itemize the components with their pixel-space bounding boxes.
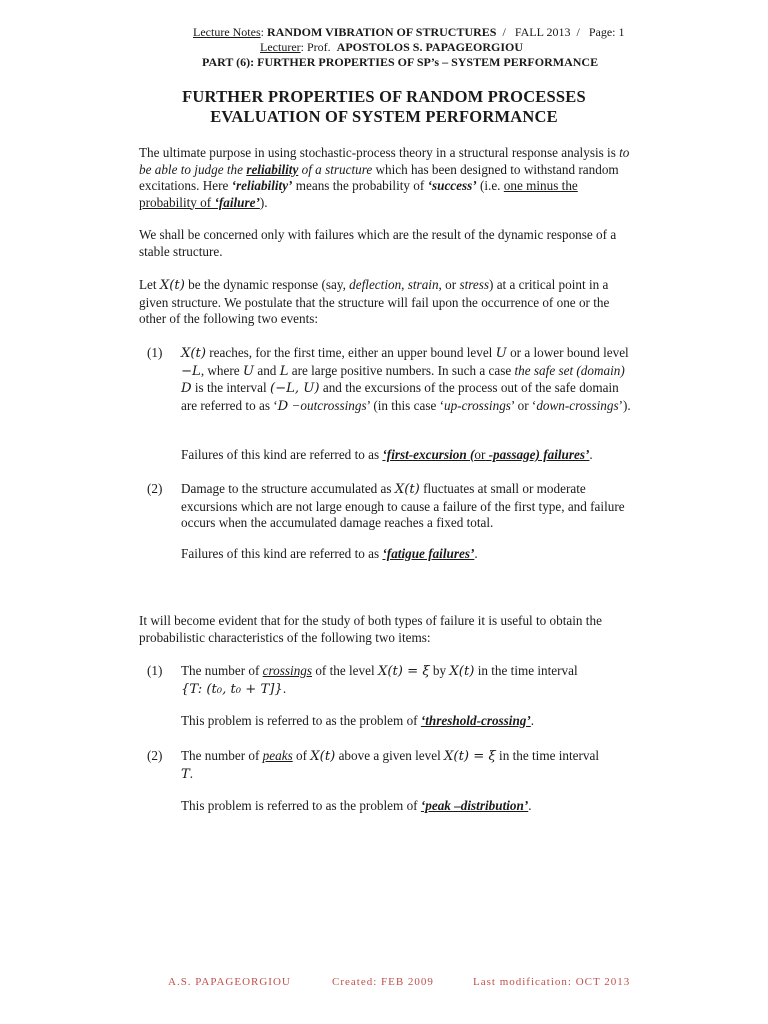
header-lecturer-line: Lecturer: Prof. APOSTOLOS S. PAPAGEORGIOU xyxy=(260,40,524,54)
list-item-first-excursion: X(t) reaches, for the first time, either an upper bound level U or a lower bound level −L, where U and L are large positive numbers. In such a case the safe set (domain) D is the interval (−L, U) and the excursions of the process out of the safe domain are referred to as ‘D −outcrossings’ (in this case ‘up-crossings’ or ‘down-crossings’). xyxy=(181,345,631,414)
term: FALL 2013 xyxy=(514,25,571,39)
paragraph-purpose: The ultimate purpose in using stochastic-process theory in a structural response analysis is to be able to judge the reliability of a structure which has been designed to withstand random excitations. Here ‘reliability’ means the probability of ‘success’ (i.e. one minus the probability of ‘failure’). xyxy=(139,145,630,210)
list-item-crossings: The number of crossings of the level X(t) = ξ by X(t) in the time interval {T: (t₀, t₀ + T]}. xyxy=(181,663,578,697)
page-title-line1: FURTHER PROPERTIES OF RANDOM PROCESSES xyxy=(182,87,586,106)
list-item-number: (1) xyxy=(147,345,163,360)
header-lecture-line: Lecture Notes: RANDOM VIBRATION OF STRUCTURES / FALL 2013 / Page: 1 xyxy=(193,25,625,39)
first-excursion-note: Failures of this kind are referred to as ‘first-excursion (or -passage) failures’. xyxy=(181,447,593,462)
paragraph-scope: We shall be concerned only with failures which are the result of the dynamic response of a stable structure. xyxy=(139,227,617,259)
paragraph-definition: Let X(t) be the dynamic response (say, deflection, strain, or stress) at a critical point in a given structure. We postulate that the structure will fail upon the occurrence of one or the other of the following two events: xyxy=(139,277,610,326)
page-title-line2: EVALUATION OF SYSTEM PERFORMANCE xyxy=(210,107,558,126)
peak-distribution-note: This problem is referred to as the problem of ‘peak –distribution’. xyxy=(181,798,532,813)
list-item-peaks: The number of peaks of X(t) above a given level X(t) = ξ in the time interval T. xyxy=(181,748,600,782)
paragraph-items-intro: It will become evident that for the study of both types of failure it is useful to obtain the probabilistic characteristics of the following two items: xyxy=(139,613,602,645)
lecture-label: Lecture Notes xyxy=(193,25,261,39)
list-item-number: (2) xyxy=(147,481,163,496)
list-item-number: (2) xyxy=(147,748,163,763)
footer-created: Created: FEB 2009 xyxy=(332,976,434,988)
lecture-title: RANDOM VIBRATION OF STRUCTURES xyxy=(266,25,497,39)
fatigue-note: Failures of this kind are referred to as ‘fatigue failures’. xyxy=(181,546,478,561)
list-item-number: (1) xyxy=(147,663,163,678)
threshold-crossing-note: This problem is referred to as the problem of ‘threshold-crossing’. xyxy=(181,713,535,728)
header-part: PART (6): FURTHER PROPERTIES OF SP’s – SYSTEM PERFORMANCE xyxy=(202,55,599,69)
footer-author: A.S. PAPAGEORGIOU xyxy=(168,976,291,988)
lecturer-prefix: Prof. xyxy=(306,40,331,54)
footer-modified: Last modification: OCT 2013 xyxy=(473,976,631,988)
page-number: Page: 1 xyxy=(588,25,625,39)
lecturer-label: Lecturer xyxy=(260,40,301,54)
lecturer-name: APOSTOLOS S. PAPAGEORGIOU xyxy=(336,40,524,54)
list-item-fatigue: Damage to the structure accumulated as X(t) fluctuates at small or moderate excursions which are not large enough to cause a failure of the first type, and failure occurs when the accumulated damage reaches a fixed total. xyxy=(181,481,625,530)
